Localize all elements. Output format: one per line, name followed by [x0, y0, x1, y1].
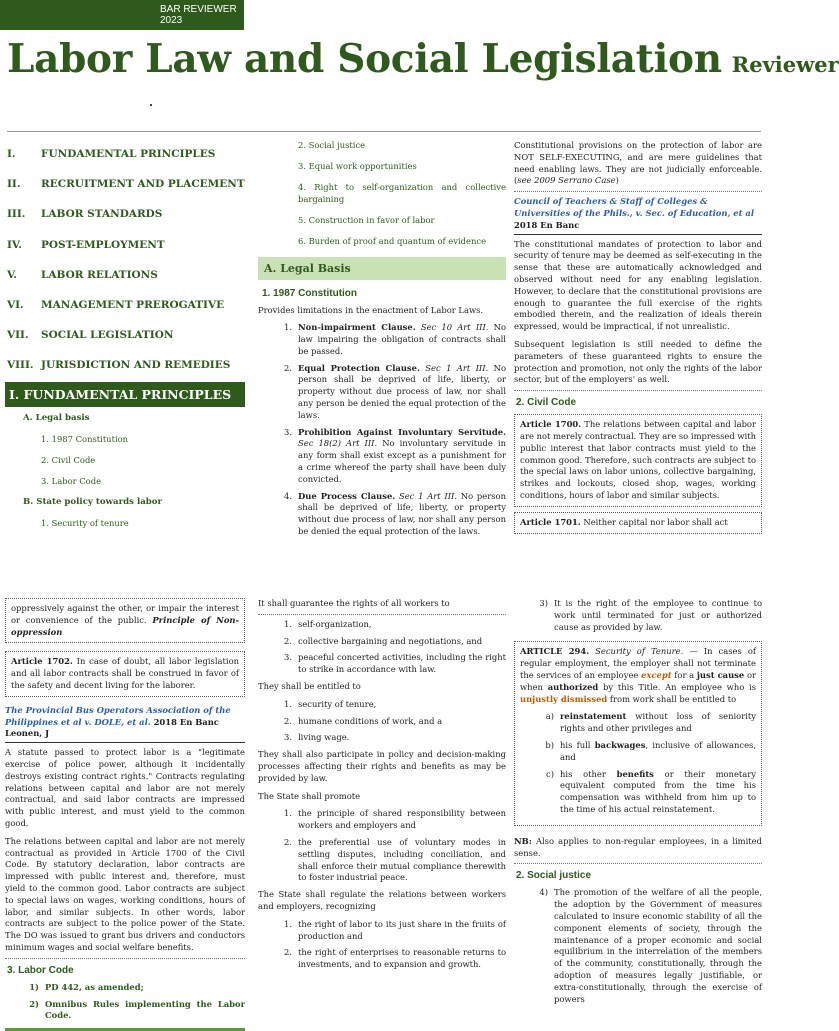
reviewer-banner: BAR REVIEWER 2023: [0, 0, 244, 30]
item-number: 1.: [284, 808, 292, 819]
toc-number: VIII.: [7, 359, 34, 372]
article-text: from work shall be entitled to: [607, 693, 737, 704]
policy-item[interactable]: 4. Right to self-organization and collective bargaining: [298, 182, 506, 204]
page-title: [7, 36, 839, 82]
legal-basis-heading: A. Legal Basis: [258, 257, 506, 280]
policy-item[interactable]: 3. Equal work opportunities: [298, 161, 417, 171]
case-year: 2018 En Banc: [514, 219, 580, 230]
labor-code-item: [23, 999, 245, 1023]
toc-item[interactable]: [5, 321, 245, 351]
article-294-box: [514, 641, 762, 825]
policy-item[interactable]: 5. Construction in favor of labor: [298, 214, 435, 225]
item-number: 2.: [284, 836, 292, 847]
article-box: [5, 651, 245, 696]
clause-cite: Sec 10 Art III.: [420, 322, 489, 333]
policy-list: [258, 140, 506, 247]
case-paragraph: Subsequent legislation is still needed to define the parameters of these guaranteed rights to ensure the protection and promotion, not only the rights of the labor sector, but of the employers' as well.: [514, 339, 762, 391]
title-rule: [7, 131, 761, 132]
article-label: Article 1701.: [520, 516, 581, 527]
item-number: 1.: [284, 698, 292, 709]
item-number: 2.: [284, 715, 292, 726]
remedy-item: [538, 711, 756, 735]
article-title: Security of Tenure.: [589, 646, 684, 657]
item-text: PD 442, as amended;: [45, 981, 144, 992]
remedy-name: benefits: [616, 768, 654, 779]
toc-number: I.: [7, 148, 16, 160]
toc-item[interactable]: [5, 261, 245, 291]
labor-code-list: [5, 982, 245, 1022]
remedy-item: [538, 740, 756, 764]
toc-number: VII.: [7, 329, 29, 342]
column-4: [5, 598, 245, 1024]
clause-number: 1.: [284, 322, 292, 333]
entitlement-list: [258, 699, 506, 744]
item-number: a): [545, 711, 554, 722]
case-link[interactable]: The Provincial Bus Operators Association of the Philippines et al v. DOLE, et al.: [5, 704, 231, 727]
outline-item[interactable]: 2. Civil Code: [41, 454, 96, 465]
list-item: [276, 732, 506, 744]
clause-list: [258, 322, 506, 538]
item-text: the preferential use of voluntary modes in settling disputes, including conciliation, and shall enforce their mutual compliance therewith to foster industrial peace.: [298, 836, 506, 883]
table-of-contents: [5, 140, 245, 382]
participate-text: They shall also participate in policy and decision-making processes affecting their rights and benefits as may be provided by law.: [258, 749, 506, 783]
case-paragraph: A statute passed to protect labor is a "legitimate exercise of police power, although it incidentally destroys existing contract rights." Contracts regulating relations between capital and labor are not merely contractual, and said labor contracts are impressed with public interest, and must yield to the common good.: [5, 747, 245, 828]
item-number: 1.: [284, 618, 292, 629]
title-subtitle: Reviewer: [731, 52, 839, 77]
emphasis-authorized: authorized: [547, 681, 599, 692]
toc-item[interactable]: [5, 200, 245, 230]
item-number: 2.: [284, 947, 292, 958]
article-text: or when: [520, 669, 757, 692]
list-item: [276, 716, 506, 728]
list-item: [276, 652, 506, 676]
outline-item[interactable]: 1. Security of tenure: [41, 517, 129, 528]
list-item: [276, 947, 506, 971]
outline-item[interactable]: B. State policy towards labor: [23, 496, 163, 507]
regulate-text: The State shall regulate the relations between workers and employers, recognizing: [258, 889, 506, 911]
toc-item[interactable]: [5, 140, 245, 170]
item-number: 3.: [284, 732, 292, 743]
remedy-name: reinstatement: [560, 711, 627, 722]
toc-item[interactable]: [5, 291, 245, 321]
clause-text: No person shall be deprived of life, liberty, or property without due process of law, nor shall any person be denied the equal protection of the laws.: [298, 490, 506, 537]
item-number: 2): [29, 998, 39, 1009]
toc-label: FUNDAMENTAL PRINCIPLES: [41, 148, 216, 160]
column-5: [258, 598, 506, 1024]
case-paragraph: The relations between capital and labor are not merely contractual as provided in Article 1700 of the Civil Code. By statutory declaration, labor contracts are impressed with public interest and, therefore, must yield to the common good. Labor contracts are subject to special laws on wages, working conditions, hours of labor, and similar subjects. In other words, labor contracts are subject to the police power of the State. The DO was issued to grant bus drivers and conductors minimum wages and social welfare benefits.: [5, 836, 245, 959]
list-item: [276, 619, 506, 631]
toc-label: SOCIAL LEGISLATION: [41, 329, 174, 342]
clause-item: [276, 322, 506, 357]
item-text: It is the right of the employee to continue to work until terminated for just or authorized cause as provided by law.: [554, 598, 762, 632]
civil-code-heading: 2. Civil Code: [516, 397, 577, 409]
case-link[interactable]: Council of Teachers & Staff of Colleges & Universities of the Phils., v. Sec. of Education, et al: [514, 196, 755, 218]
toc-number: III.: [7, 208, 26, 221]
section-outline: [5, 413, 245, 539]
list-item: [276, 837, 506, 884]
toc-label: LABOR RELATIONS: [41, 268, 158, 281]
emphasis-just-cause: just cause: [696, 669, 745, 680]
toc-label: LABOR STANDARDS: [41, 208, 163, 221]
article-label: Article 1702.: [11, 656, 73, 667]
nb-label: NB:: [514, 835, 532, 846]
stray-dot: [150, 104, 152, 106]
item-text: collective bargaining and negotiations, and: [298, 635, 483, 646]
nb-text: Also applies to non-regular employees, in a limited sense.: [514, 835, 762, 858]
toc-item[interactable]: [5, 351, 245, 381]
toc-label: RECRUITMENT AND PLACEMENT: [41, 178, 245, 191]
emphasis-unjustly-dismissed: unjustly dismissed: [520, 693, 608, 704]
item-prefix: his full: [560, 739, 595, 750]
social-justice-heading: 2. Social justice: [516, 870, 592, 882]
list-item: [532, 598, 762, 633]
item-text: or their monetary equivalent computed from the time his compensation was withheld from him up to the time of his actual reinstatement.: [560, 768, 756, 814]
article-label: ARTICLE 294.: [520, 646, 590, 657]
clause-title: Non-impairment Clause.: [298, 322, 416, 333]
item-number: 2.: [284, 635, 292, 646]
policy-item[interactable]: 6. Burden of proof and quantum of evidence: [298, 235, 487, 246]
item-text: , inclusive of allowances, and: [560, 739, 756, 762]
labor-code-item: [23, 982, 245, 994]
article-text: In case of doubt, all labor legislation and all labor contracts shall be construed in favor of the safety and decent living for the laborer.: [11, 656, 239, 690]
self-executing-note: [514, 140, 762, 192]
page-gap: [0, 560, 768, 596]
toc-number: II.: [7, 178, 21, 191]
nb-note: [514, 836, 762, 865]
article-text: — In cases of regular employment, the employer shall not terminate the services of an employee: [520, 646, 756, 680]
clause-item: [276, 491, 506, 538]
toc-item[interactable]: [5, 170, 245, 200]
item-text: The promotion of the welfare of all the people, the adoption by the Government of measures calculated to insure economic stability of all the component elements of society, through the maintenance of a proper economic and social equilibrium in the interrelation of the members of the community, constitutionally, through the adoption of measures legally justifiable, or extra-constitutionally, through the exercise of powers: [554, 887, 762, 1004]
policy-item[interactable]: 2. Social justice: [298, 140, 366, 150]
note-end: ): [615, 175, 619, 186]
list-item: [532, 887, 762, 1005]
item-number: 3): [539, 598, 548, 608]
clause-cite: Sec 1 Art III.: [398, 490, 458, 501]
list-item: [276, 699, 506, 711]
clause-title: Prohibition Against Involuntary Servitude.: [298, 426, 506, 437]
article-label: Article 1700.: [520, 419, 582, 430]
emphasis-except: except: [641, 669, 672, 680]
toc-number: VI.: [7, 298, 24, 311]
intro-text: Provides limitations in the enactment of Labor Laws.: [258, 304, 484, 315]
clause-text: No person shall be deprived of life, liberty, or property without due process of law, nor shall any person be denied the equal protection of the laws.: [298, 362, 506, 420]
item-text: the principle of shared responsibility between workers and employers and: [298, 808, 506, 831]
list-item: [276, 636, 506, 648]
article-text: for a: [671, 669, 697, 680]
remedy-list: [520, 711, 756, 815]
toc-number: IV.: [7, 238, 22, 251]
clause-item: [276, 363, 506, 422]
toc-label: POST-EMPLOYMENT: [41, 238, 165, 251]
article-text: by this Title. An employee who is: [598, 681, 757, 692]
case-paragraph: The constitutional mandates of protection to labor and security of tenure may be deemed as self-executing in the sense that these are automatically acknowledged and observed without need for any enabling legislation. However, to declare that the constitutional provisions are enough to guarantee the full exercise of the rights embodied therein, and the realization of ideals therein expressed, would be impractical, if not unrealistic.: [514, 238, 762, 332]
title-main: Labor Law and Social Legislation: [7, 36, 722, 82]
item-number: 1.: [284, 918, 292, 929]
column-1: [5, 140, 245, 560]
case-title: [5, 705, 245, 743]
entitled-text: They shall be entitled to: [258, 680, 361, 691]
clause-text: No law impairing the obligation of contracts shall be passed.: [298, 322, 506, 356]
item-text: security of tenure,: [298, 698, 377, 709]
item-number: c): [546, 768, 554, 779]
list-item: [276, 919, 506, 943]
clause-text: No involuntary servitude in any form shall exist except as a punishment for a crime whereof the party shall have been duly convicted.: [298, 438, 506, 484]
outline-item[interactable]: 1. 1987 Constitution: [41, 433, 129, 444]
case-year: 2018 En Banc Leonen, J: [5, 716, 219, 739]
section-heading: I. FUNDAMENTAL PRINCIPLES: [5, 382, 245, 407]
column-3: [514, 140, 762, 560]
tenure-list: [514, 598, 762, 633]
rights-list: [258, 619, 506, 676]
article-box: [5, 598, 245, 643]
item-number: b): [545, 739, 554, 750]
recognize-list: [258, 919, 506, 971]
labor-code-heading: 3. Labor Code: [7, 964, 74, 976]
note-text: Constitutional provisions on the protection of labor are NOT SELF-EXECUTING, and are mere guidelines that need enabling laws. They are not judicially enforceable. (: [514, 140, 762, 186]
remedy-item: [538, 769, 756, 816]
remedy-name: backwages: [594, 739, 646, 750]
note-cite: see 2009 Serrano Case: [517, 175, 616, 186]
social-justice-list: [514, 887, 762, 1005]
clause-cite: Sec 18(2) Art III.: [298, 438, 378, 449]
item-prefix: his other: [560, 768, 617, 779]
clause-title: Due Process Clause.: [298, 490, 396, 501]
clause-number: 3.: [284, 426, 292, 437]
principle-name: Principle of Non-oppression: [11, 614, 239, 637]
item-number: 1): [29, 981, 39, 992]
item-text: humane conditions of work, and a: [298, 715, 443, 726]
item-text: peaceful concerted activities, including the right to strike in accordance with law.: [298, 652, 506, 675]
constitution-heading: 1. 1987 Constitution: [262, 287, 358, 299]
promote-text: The State shall promote: [258, 790, 361, 801]
column-2: [258, 140, 506, 560]
item-number: 3.: [284, 652, 292, 663]
case-title: [514, 196, 762, 234]
item-text: self-organization,: [298, 618, 372, 629]
clause-title: Equal Protection Clause.: [298, 362, 420, 373]
intro-text: It shall guarantee the rights of all workers to: [258, 598, 506, 615]
toc-label: JURISDICTION AND REMEDIES: [41, 359, 231, 372]
column-6: [514, 598, 762, 1024]
toc-label: MANAGEMENT PREROGATIVE: [41, 298, 225, 311]
outline-item[interactable]: 3. Labor Code: [41, 475, 102, 486]
promote-list: [258, 808, 506, 884]
list-item: [276, 808, 506, 832]
article-text: oppressively against the other, or impair the interest or convenience of the public.: [11, 603, 239, 625]
article-text: The relations between capital and labor are not merely contractual. They are so impressed with public interest that labor contracts must yield to the common good. Therefore, such contracts are subject to the special laws on labor unions, collective bargaining, strikes and lockouts, closed shop, wages, working conditions, hours of labor and similar subjects.: [520, 419, 757, 500]
item-text: the right of labor to its just share in the fruits of production and: [298, 918, 506, 941]
toc-number: V.: [7, 268, 17, 281]
outline-item[interactable]: A. Legal basis: [23, 412, 90, 423]
article-text: Neither capital nor labor shall act: [580, 516, 728, 527]
item-text: Omnibus Rules implementing the Labor Code.: [45, 998, 245, 1021]
toc-item[interactable]: [5, 231, 245, 261]
clause-item: [276, 427, 506, 486]
item-text: without loss of seniority rights and other privileges and: [560, 711, 756, 734]
item-text: living wage.: [298, 732, 350, 743]
article-box: [514, 512, 762, 534]
clause-cite: Sec 1 Art III.: [425, 362, 489, 373]
clause-number: 2.: [284, 362, 292, 373]
clause-number: 4.: [284, 490, 292, 501]
item-number: 4): [539, 887, 548, 898]
item-text: the right of enterprises to reasonable returns to investments, and to expansion and growth.: [298, 947, 506, 970]
article-box: [514, 414, 762, 507]
